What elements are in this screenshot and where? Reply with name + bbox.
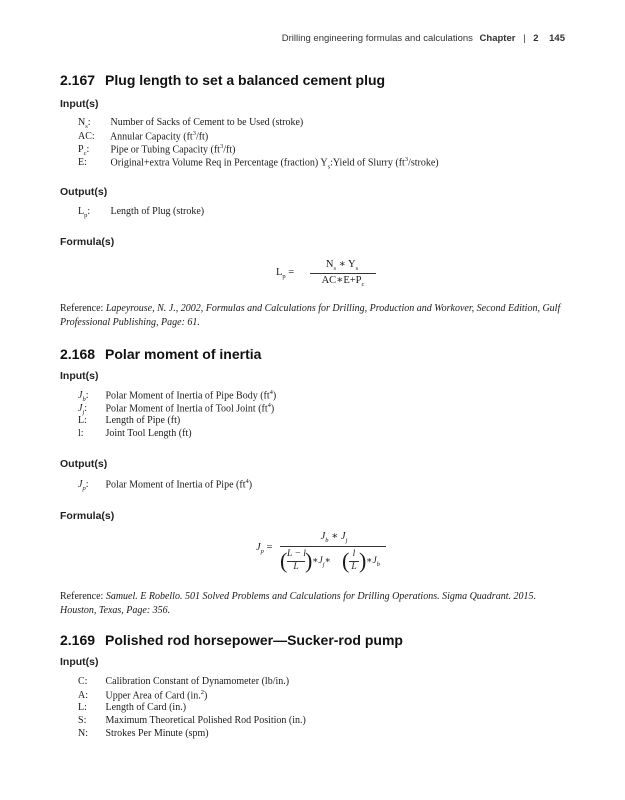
formula-heading: Formula(s) (60, 510, 115, 522)
section-title-2-167 (60, 72, 385, 88)
input-line: C: Calibration Constant of Dynamometer (lb/in.) (78, 676, 290, 687)
formula-plug-length: $L_p$ = $N_s$ ∗ $Y_s$ $AC∗E+P_c$ (276, 258, 386, 292)
running-header (0, 33, 565, 44)
output-line: $L_p$: Length of Plug (stroke) (78, 206, 205, 219)
page-number: 145 (549, 33, 565, 44)
section-number: 2.168 (60, 346, 96, 362)
formula-denominator: $AC∗E+P_c$ (321, 275, 365, 289)
section-title-text: Polar moment of inertia (105, 346, 262, 362)
input-line: AC: Annular Capacity $(ft^3/ft)$ (78, 130, 209, 143)
section-title-2-168 (60, 346, 261, 362)
formula-numerator: $J_b$ ∗ $J_j$ (320, 531, 348, 545)
section-number: 2.167 (60, 72, 96, 88)
input-line: L: Length of Card (in.) (78, 702, 187, 713)
section-title-text: Plug length to set a balanced cement plug (105, 72, 386, 88)
input-line: $J_b$: Polar Moment of Inertia of Pipe Body $(ft^4)$ (78, 389, 277, 404)
formula-polar-moment: $J_p$ = $J_b$ ∗ $J_j$ ( L − l L ) $∗J_j∗$ ( l L ) $∗J_b$ (256, 530, 386, 578)
chapter-label: Chapter (479, 33, 516, 44)
running-title: Drilling engineering formulas and calculations (281, 33, 473, 44)
output-line: $J_p$: Polar Moment of Inertia of Pipe $(ft^4)$ (78, 478, 253, 493)
section-number: 2.169 (60, 632, 96, 648)
input-line: $N_s$: Number of Sacks of Cement to be Used (stroke) (78, 117, 304, 130)
formula-lhs: L (276, 267, 283, 278)
reference-2-168: Reference: Samuel. E Robello. 501 Solved Problems and Calculations for Drilling Operations. Sigma Quadrant. 2015. Houston, Texas, Page: 356. (60, 591, 536, 616)
formula-numerator: $N_s$ ∗ $Y_s$ (325, 259, 359, 273)
formula-heading: Formula(s) (60, 236, 115, 248)
input-line: E: Original+extra Volume Req in Percentage (fraction) $Y_s:Yield$ of Slurry $(ft^3/stroke)$ (78, 156, 439, 171)
chapter-number: 2 (533, 33, 539, 44)
input-line: l: Joint Tool Length (ft) (78, 428, 192, 439)
header-separator: | (523, 33, 526, 44)
input-line: $P_c$: Pipe or Tubing Capacity $(ft^3/ft)$ (78, 143, 236, 158)
input-line: A: Upper Area of Card (in.$^2$) (78, 689, 208, 702)
section-title-text: Polished rod horsepower—Sucker-rod pump (105, 632, 403, 648)
reference-2-167: Reference: Lapeyrouse, N. J., 2002, Formulas and Calculations for Drilling, Production and Workover, Second Edition, Gulf Professional Publishing, Page: 61. (60, 303, 561, 328)
input-line: N: Strokes Per Minute (spm) (78, 728, 209, 739)
input-line: $J_j$: Polar Moment of Inertia of Tool Joint $(ft^4)$ (78, 402, 275, 417)
input-heading: Input(s) (60, 656, 99, 668)
formula-denominator: ( L − l L ) $∗J_j∗$ ( l L ) $∗J_b$ (280, 548, 380, 573)
section-title-2-169 (60, 632, 403, 648)
output-heading: Output(s) (60, 186, 108, 198)
input-line: L: Length of Pipe (ft) (78, 415, 181, 426)
input-heading: Input(s) (60, 370, 99, 382)
input-heading: Input(s) (60, 98, 99, 110)
formula-lhs: J (256, 542, 261, 553)
output-heading: Output(s) (60, 458, 108, 470)
input-line: S: Maximum Theoretical Polished Rod Position (in.) (78, 715, 306, 726)
